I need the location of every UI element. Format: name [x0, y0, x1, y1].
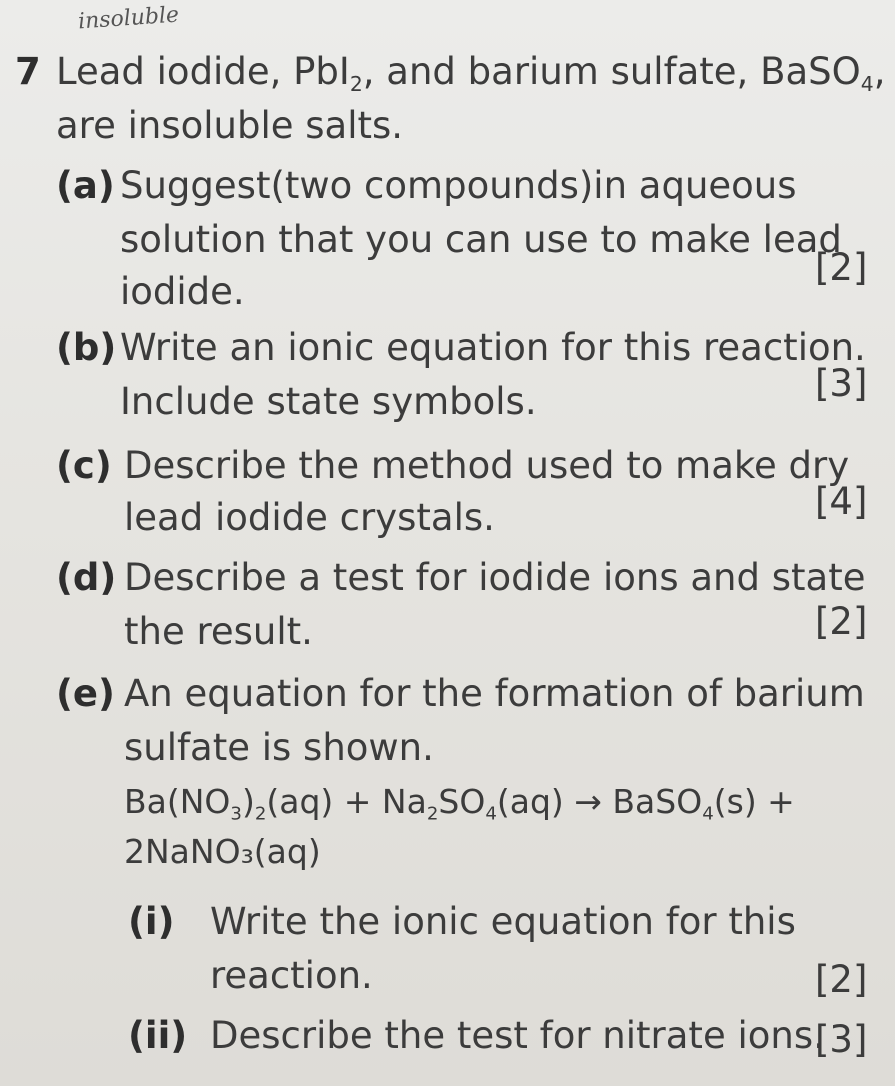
part-c-marks: [4]	[815, 480, 868, 523]
part-d-line2: the result.	[124, 610, 313, 653]
part-a-line3: iodide.	[120, 270, 245, 313]
part-e-ii-line1: Describe the test for nitrate ions.	[210, 1014, 825, 1057]
part-d-line1: Describe a test for iodide ions and state	[124, 556, 866, 599]
part-b-marks: [3]	[815, 362, 868, 405]
question-stem-line2: are insoluble salts.	[56, 104, 404, 147]
question-stem-line1: Lead iodide, PbI$_2$, and barium sulfate, BaSO$_4$,	[56, 50, 886, 97]
part-a-marks: [2]	[815, 246, 868, 289]
part-e-ii-label: (ii)	[128, 1014, 188, 1057]
part-a-line2: solution that you can use to make lead	[120, 218, 842, 261]
part-e-i-marks: [2]	[815, 958, 868, 1001]
part-e-i-line2: reaction.	[210, 954, 373, 997]
part-e-line1: An equation for the formation of barium	[124, 672, 865, 715]
part-b-label: (b)	[56, 326, 117, 369]
handwritten-note: insoluble	[77, 2, 180, 35]
part-e-label: (e)	[56, 672, 115, 715]
part-c-line1: Describe the method used to make dry	[124, 444, 850, 487]
equation-line2: 2NaNO₃(aq)	[124, 832, 321, 871]
part-e-line2: sulfate is shown.	[124, 726, 434, 769]
part-a-line1: Suggest(two compounds)in aqueous	[120, 164, 797, 207]
equation-line1: $Ba(NO_3)_2(aq) + Na_2SO_4(aq)$ → BaSO$_4$(s) +	[124, 782, 795, 825]
part-d-marks: [2]	[815, 600, 868, 643]
part-c-line2: lead iodide crystals.	[124, 496, 495, 539]
part-b-line2: Include state symbols.	[120, 380, 537, 423]
part-e-i-line1: Write the ionic equation for this	[210, 900, 796, 943]
question-number: 7	[15, 50, 41, 93]
part-e-ii-marks: [3]	[815, 1018, 868, 1061]
part-a-label: (a)	[56, 164, 115, 207]
part-e-i-label: (i)	[128, 900, 175, 943]
part-d-label: (d)	[56, 556, 117, 599]
part-b-line1: Write an ionic equation for this reaction.	[120, 326, 866, 369]
part-c-label: (c)	[56, 444, 112, 487]
